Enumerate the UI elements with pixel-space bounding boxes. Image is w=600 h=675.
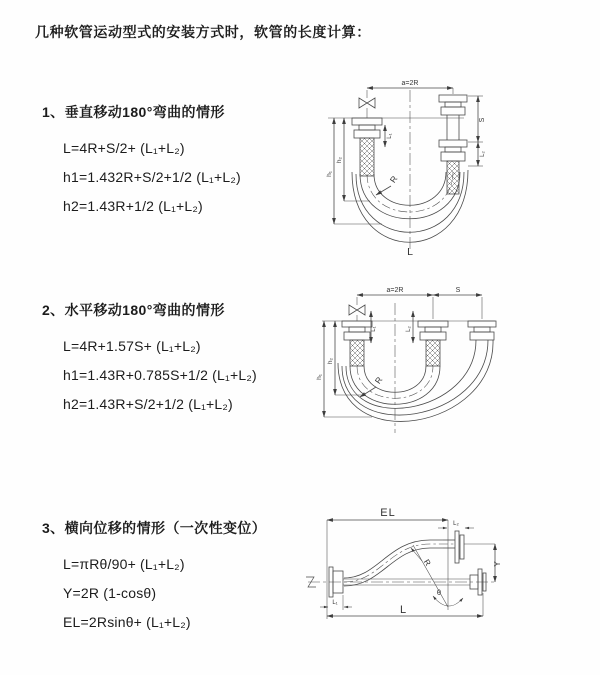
dim-label-h1: h₁ [316, 374, 323, 380]
formula-h2: h2=1.43R+S/2+1/2 (L₁+L₂) [63, 396, 233, 412]
radius-label: R [421, 557, 433, 568]
section-3-heading: 3、横向位移的情形（一次性变位） [42, 520, 267, 536]
radius-label: R [372, 374, 385, 386]
section-1-heading: 1、垂直移动180°弯曲的情形 [42, 104, 225, 120]
dim-label-y: Y [493, 561, 502, 567]
dim-label-a2r: a=2R [401, 80, 419, 87]
dim-label-l1: L₁ [371, 326, 377, 332]
page-title: 几种软管运动型式的安装方式时，软管的长度计算： [35, 24, 371, 40]
length-label: L [407, 246, 413, 258]
braided-hose-section [350, 340, 364, 366]
dim-label-s: S [479, 117, 486, 123]
diagram-lateral-displacement [298, 503, 600, 648]
right-pipe-fitting [439, 95, 467, 194]
braided-hose-section [426, 340, 440, 366]
section-horizontal-180-bend [42, 300, 332, 419]
diagram-1-linework [328, 88, 483, 250]
upper-right-flange [443, 531, 464, 563]
radius-construction-line [413, 545, 448, 607]
valve-symbol-icon [359, 98, 375, 108]
valve-symbol-icon [349, 305, 365, 315]
section-vertical-180-bend [42, 102, 332, 221]
dim-label-h2: h₂ [327, 357, 334, 365]
formula-length-L: L=πRθ/90+ (L₁+L₂) [63, 556, 185, 572]
dim-label-l2: L₂ [453, 521, 459, 527]
formula-h2: h2=1.43R+1/2 (L₁+L₂) [63, 198, 203, 214]
dim-label-el: EL [380, 507, 396, 519]
middle-pipe-fitting [418, 321, 448, 366]
section-2-heading: 2、水平移动180°弯曲的情形 [42, 302, 225, 318]
diagram-vertical-180-bend [312, 76, 598, 256]
dim-label-h2: h₂ [336, 156, 343, 164]
diagram-2-linework [322, 295, 496, 433]
right-pipe-fitting [468, 321, 496, 340]
dim-label-h1: h₁ [326, 171, 333, 177]
left-pipe-fitting [342, 321, 372, 366]
formula-EL: EL=2Rsinθ+ (L₁+L₂) [63, 614, 191, 630]
formula-length-L: L=4R+S/2+ (L₁+L₂) [63, 140, 185, 156]
left-pipe-fitting [352, 118, 382, 176]
braided-hose-section [360, 138, 374, 176]
length-label: L [399, 604, 407, 616]
radius-label: R [387, 173, 400, 185]
dim-label-s: S [455, 287, 461, 294]
dim-label-l1: L₁ [387, 133, 393, 139]
radius-leader-line [360, 387, 376, 397]
dim-label-a2r: a=2R [386, 287, 404, 294]
formula-Y: Y=2R (1-cosθ) [63, 585, 157, 601]
theta-label: θ [436, 588, 442, 597]
formula-h1: h1=1.43R+0.785S+1/2 (L₁+L₂) [63, 367, 257, 383]
dim-label-l2: L₂ [406, 326, 412, 332]
section-lateral-displacement [42, 518, 332, 637]
formula-length-L: L=4R+1.57S+ (L₁+L₂) [63, 338, 201, 354]
formula-h1: h1=1.432R+S/2+1/2 (L₁+L₂) [63, 169, 241, 185]
diagram-horizontal-180-bend [310, 283, 600, 448]
dim-label-l1: L₁ [332, 600, 338, 606]
dim-label-l2: L₂ [480, 151, 486, 157]
